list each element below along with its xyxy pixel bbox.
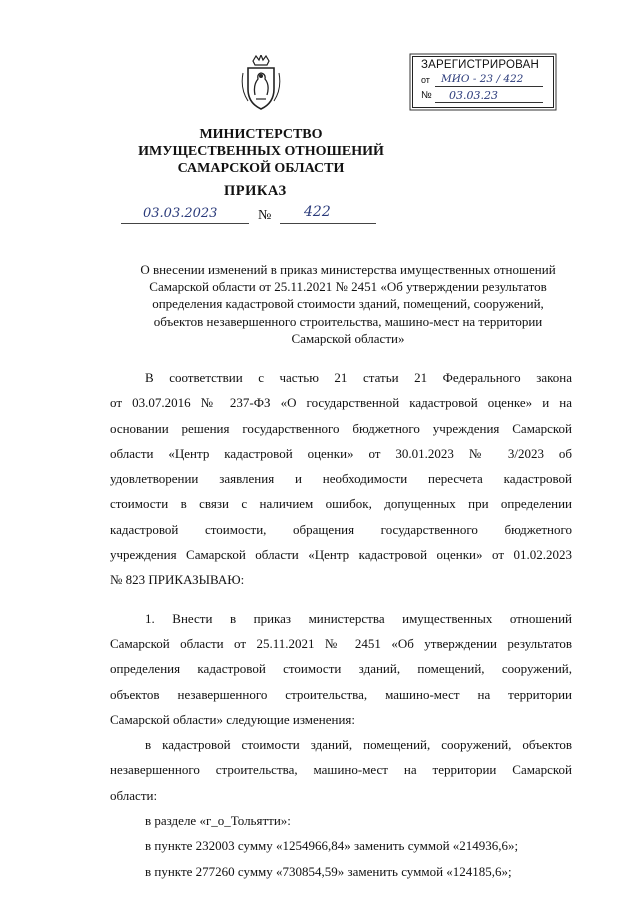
date-underline	[121, 223, 249, 224]
number-underline	[280, 223, 376, 224]
document-type: ПРИКАЗ	[224, 183, 287, 199]
body-line: стоимости в связи с наличием ошибок, допущенных при определении	[110, 496, 572, 512]
order-number: 422	[304, 204, 331, 220]
stamp-from-value: МИО - 23 / 422	[441, 73, 524, 85]
body-line: учреждения Самарской области «Центр кадастровой оценки» от 01.02.2023	[110, 547, 572, 563]
stamp-title: ЗАРЕГИСТРИРОВАН	[421, 59, 539, 71]
subject-line: объектов незавершенного строительства, машино-мест на территории	[153, 313, 543, 329]
order-body	[110, 365, 572, 884]
body-line: № 823 ПРИКАЗЫВАЮ:	[110, 572, 245, 588]
body-line: удовлетворении заявления и необходимости пересчета кадастровой	[110, 471, 572, 487]
subject-line: Самарской области от 25.11.2021 № 2451 «Об утверждении результатов	[149, 279, 547, 295]
body-line: области «Центр кадастровой оценки» от 30.01.2023 № 3/2023 об	[110, 445, 572, 461]
ministry-line: МИНИСТЕРСТВО	[199, 127, 323, 142]
body-line: определения кадастровой стоимости зданий, помещений, сооружений,	[110, 661, 572, 677]
stamp-from-label: от	[421, 75, 430, 85]
change-item: в пункте 277260 сумму «730854,59» заменить суммой «124185,6»;	[145, 863, 512, 879]
stamp-number-value: 03.03.23	[449, 89, 498, 102]
number-sign: №	[258, 208, 272, 223]
body-line: от 03.07.2016 № 237-ФЗ «О государственной кадастровой оценке» и на	[110, 395, 572, 411]
ministry-name	[130, 126, 392, 177]
body-line: основании решения государственного бюджетного учреждения Самарской	[110, 420, 572, 436]
body-line: Самарской области от 25.11.2021 № 2451 «Об утверждении результатов	[110, 635, 572, 651]
body-line: в кадастровой стоимости зданий, помещений, сооружений, объектов	[145, 737, 572, 753]
change-item: в пункте 232003 сумму «1254966,84» заменить суммой «214936,6»;	[145, 838, 519, 854]
subject-line: Самарской области»	[291, 330, 405, 346]
subject-line: определения кадастровой стоимости зданий, помещений, сооружений,	[152, 296, 544, 312]
paragraph-gap	[110, 593, 572, 606]
coat-of-arms-icon	[240, 55, 282, 113]
subject-line: О внесении изменений в приказ министерства имущественных отношений	[140, 262, 556, 277]
body-line: области:	[110, 787, 158, 803]
ministry-line: САМАРСКОЙ ОБЛАСТИ	[177, 161, 345, 176]
item-1-paragraph	[110, 606, 572, 732]
body-line: объектов незавершенного строительства, машино-мест на территории	[110, 686, 572, 702]
ministry-line: ИМУЩЕСТВЕННЫХ ОТНОШЕНИЙ	[138, 144, 384, 159]
section-paragraph	[110, 732, 572, 808]
stamp-number-label: №	[421, 90, 432, 101]
registration-stamp	[412, 56, 554, 108]
district-heading: в разделе «г_о_Тольятти»:	[145, 813, 291, 829]
stamp-from-line	[435, 86, 543, 87]
stamp-number-line	[435, 102, 543, 103]
body-line: кадастровой стоимости, обращения государственного бюджетного	[110, 521, 572, 537]
body-line: незавершенного строительства, машино-мест на территории Самарской	[110, 762, 572, 778]
body-line: 1. Внести в приказ министерства имущественных отношений	[145, 610, 572, 626]
body-line: В соответствии с частью 21 статьи 21 Федерального закона	[145, 370, 572, 385]
body-line: Самарской области» следующие изменения:	[110, 711, 355, 727]
order-date: 03.03.2023	[143, 206, 218, 221]
order-subject	[118, 261, 578, 347]
preamble-paragraph	[110, 365, 572, 593]
